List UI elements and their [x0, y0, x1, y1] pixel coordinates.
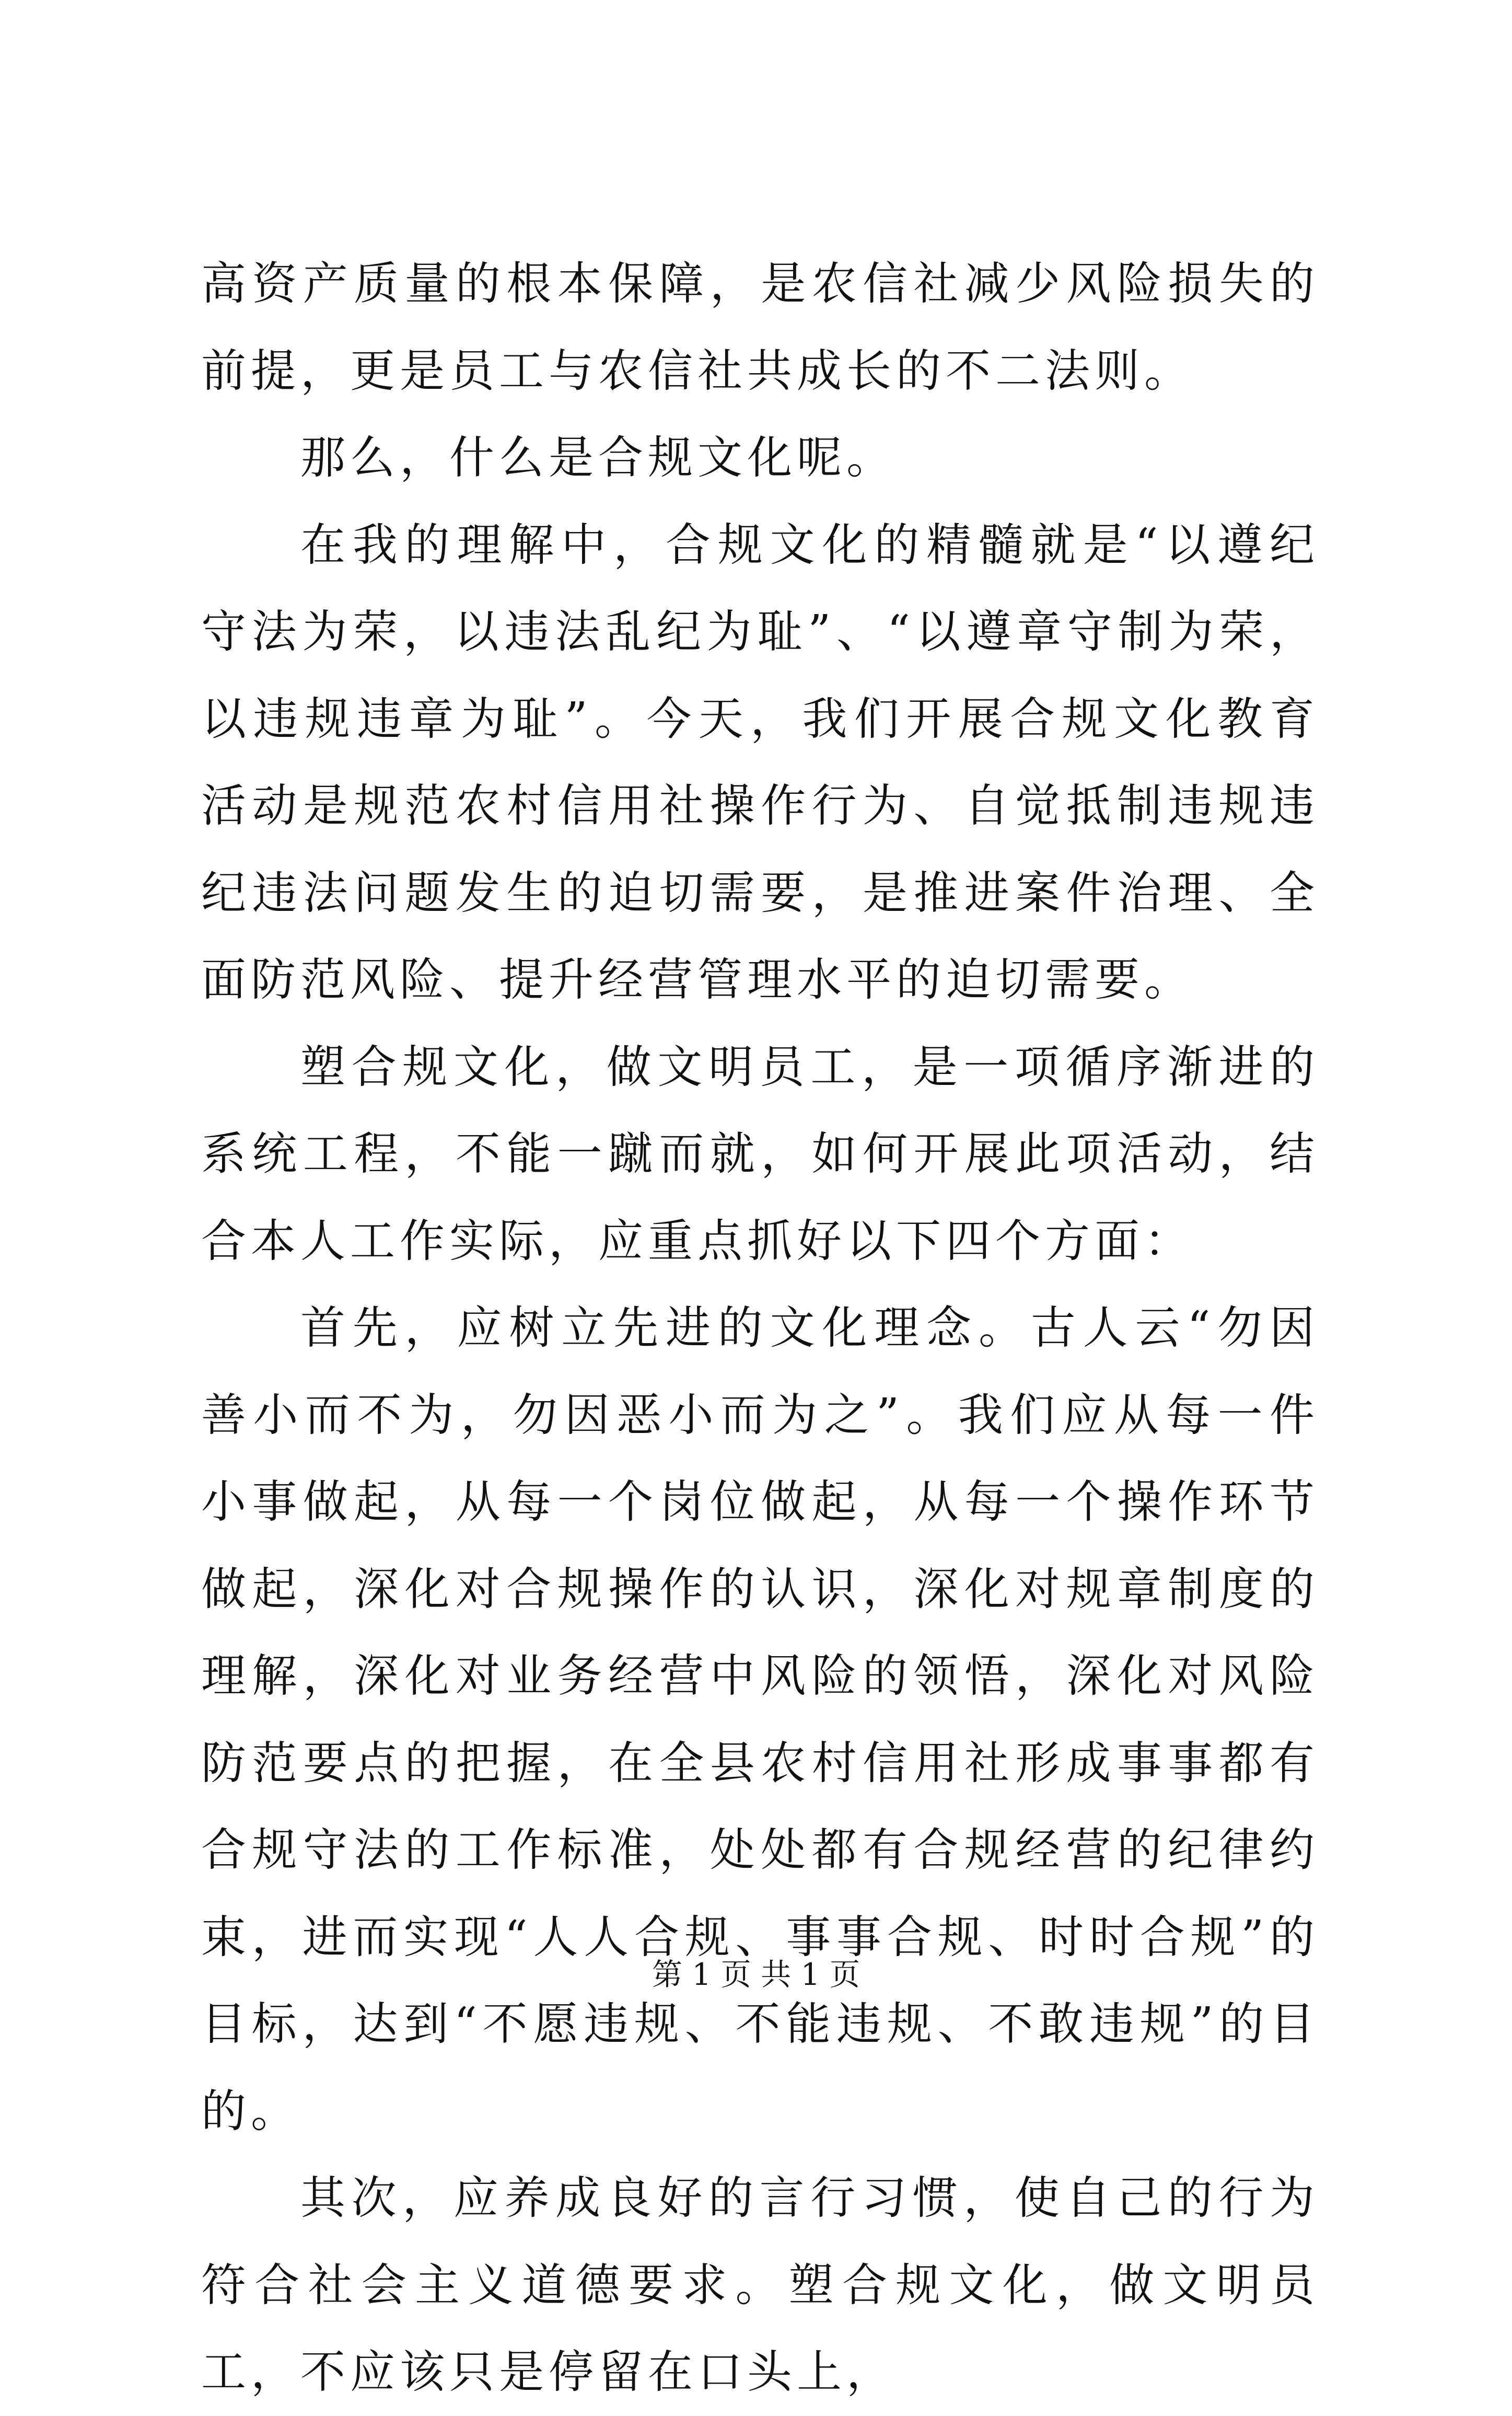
- document-body: [201, 240, 1319, 2416]
- paragraph-definition: 在我的理解中，合规文化的精髓就是“以遵纪守法为荣，以违法乱纪为耻”、“以遵章守制为荣，以违规违章为耻”。今天，我们开展合规文化教育活动是规范农村信用社操作行为、自觉抵制违规违纪违法问题发生的迫切需要，是推进案件治理、全面防范风险、提升经营管理水平的迫切需要。: [201, 518, 1319, 1006]
- page-number-footer: 第 1 页 共 1 页: [652, 1957, 860, 1992]
- paragraph-continuation: 高资产质量的根本保障，是农信社减少风险损失的前提，更是员工与农信社共成长的不二法则。: [201, 258, 1319, 397]
- paragraph-second-point: 其次，应养成良好的言行习惯，使自己的行为符合社会主义道德要求。塑合规文化，做文明员工，不应该只是停留在口头上，: [201, 2172, 1319, 2398]
- paragraph-question: 那么，什么是合规文化呢。: [300, 432, 896, 484]
- paragraph-overview: 塑合规文化，做文明员工，是一项循序渐进的系统工程，不能一蹴而就，如何开展此项活动，结合本人工作实际，应重点抓好以下四个方面：: [201, 1041, 1319, 1267]
- paragraph-first-point: 首先，应树立先进的文化理念。古人云“勿因善小而不为，勿因恶小而为之”。我们应从每一件小事做起，从每一个岗位做起，从每一个操作环节做起，深化对合规操作的认识，深化对规章制度的理解，深化对业务经营中风险的领悟，深化对风险防范要点的把握，在全县农村信用社形成事事都有合规守法的工作标准，处处都有合规经营的纪律约束，进而实现“人人合规、事事合规、时时合规”的目标，达到“不愿违规、不能违规、不敢违规”的目的。: [201, 1302, 1319, 2137]
